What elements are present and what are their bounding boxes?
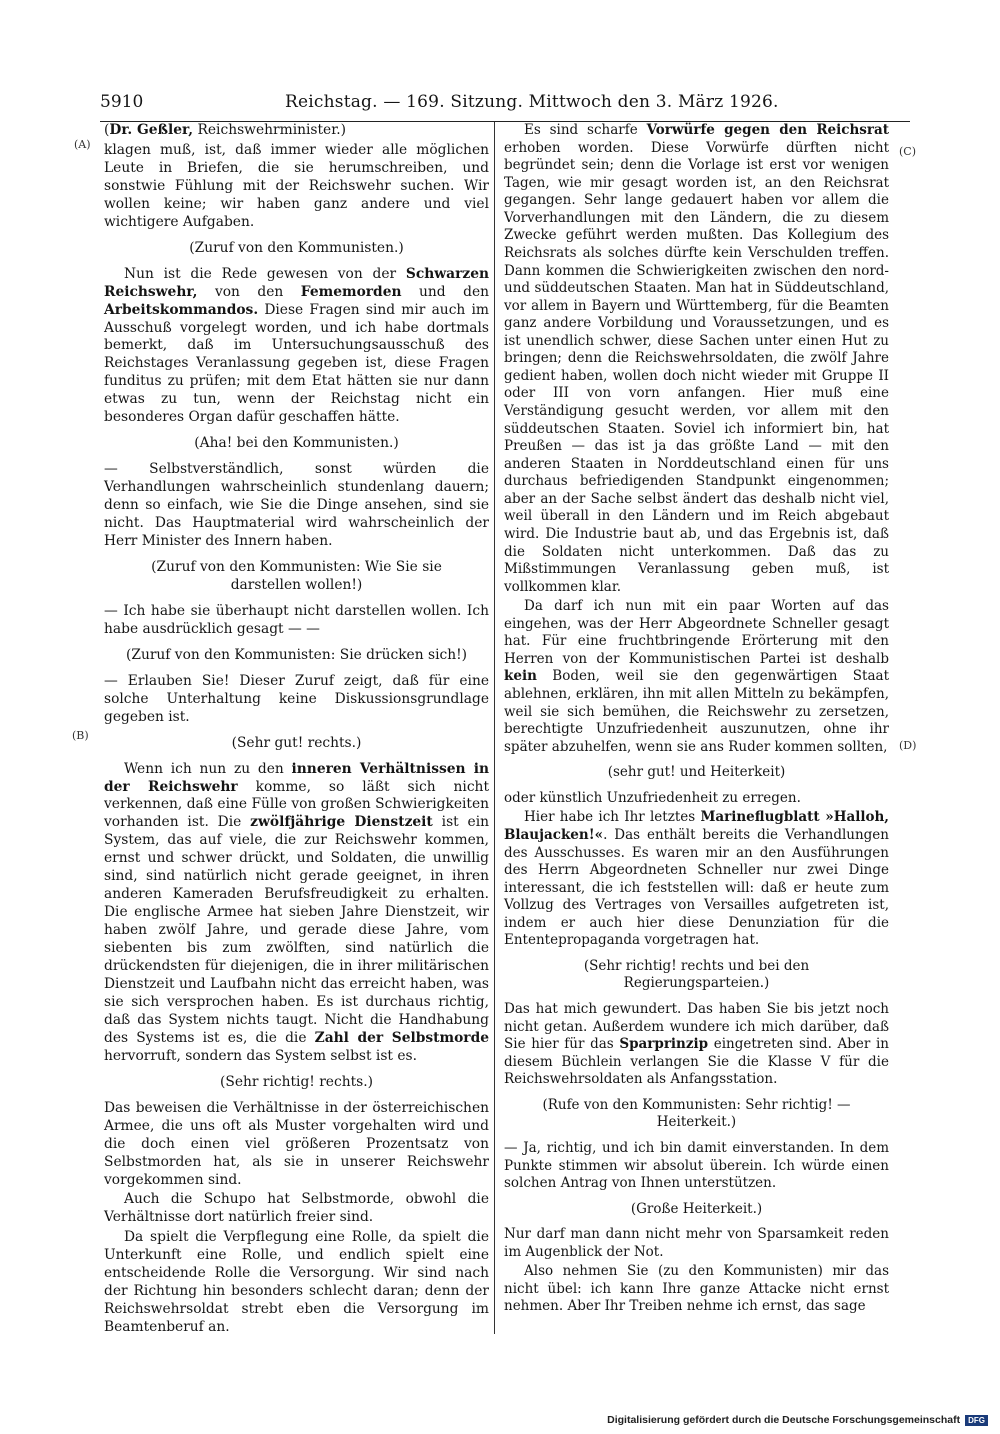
paragraph: — Selbstverständlich, sonst würden die Verhandlungen wahrscheinlich stundenlang dauern; denn so einfach, wie Sie die Dinge ansehen, sind sie nicht. Das Hauptmaterial wird wahrscheinlich der Herr Minister des Innern haben. (104, 461, 489, 550)
paragraph: Das hat mich gewundert. Das haben Sie bis jetzt noch nicht getan. Außerdem wundere ich mich darüber, daß Sie hier für das Sparprinzip eingetreten sind. Aber in diesem Büchlein verlangen Sie die Klasse V für die Reichswehrsoldaten als Anfangsstation. (504, 1001, 889, 1088)
interjection: (Große Heiterkeit.) (630, 1200, 763, 1217)
paragraph: Das beweisen die Verhältnisse in der österreichischen Armee, die uns oft als Muster vorgehalten wird und die doch einen viel größeren Prozentsatz von Selbstmorden hat, als sie in unserer Reichswehr vorgekommen sind. (104, 1099, 489, 1188)
emphasis: Vorwürfe gegen den Reichsrat (646, 122, 889, 138)
speaker-role: Reichswehrminister.) (197, 122, 347, 138)
interjection: (sehr gut! und Heiterkeit) (607, 764, 786, 781)
margin-marker-b: (B) (72, 729, 89, 742)
speaker-name: Dr. Geßler, (109, 122, 194, 138)
emphasis: zwölfjährige Dienstzeit (250, 814, 433, 831)
paragraph: oder künstlich Unzufriedenheit zu erregen. (504, 789, 801, 806)
paragraph: klagen muß, ist, daß immer wieder alle möglichen Leute in Briefen, die sie herumschreiben, und sonstwie Fühlung mit der Reichswehr suchen. Wir wollen keine; wir haben ganz andere und viel wichtigere Aufgaben. (104, 141, 489, 230)
page-header (100, 92, 910, 118)
emphasis: Schwarzen Reichswehr, (104, 265, 489, 300)
emphasis: kein (504, 668, 537, 685)
paragraph: Hier habe ich Ihr letztes Marineflugblatt »Halloh, Blaujacken!«. Das enthält bereits die Verhandlungen des Ausschusses. Es waren mir an den Ausführungen des Herrn Abgeordneten Schneller nur zwei Dinge interessant, die ich feststellen will: daß er heute zum Vollzug des Vertrages von Versailles aufgetreten ist, indem er auch hier diese Denunziation für die Ententepropaganda vorgetragen hat. (504, 809, 890, 949)
paragraph: Auch die Schupo hat Selbstmorde, obwohl die Verhältnisse dort natürlich freier sind. (104, 1191, 489, 1226)
emphasis: Marineflugblatt »Halloh, Blaujacken!« (504, 809, 890, 843)
emphasis: Sparprinzip (619, 1036, 709, 1053)
emphasis: Arbeitskommandos. (104, 301, 259, 318)
interjection: (Sehr richtig! rechts und bei den Regierungsparteien.) (583, 957, 810, 992)
page-number: 5910 (100, 92, 144, 112)
margin-marker-c: (C) (899, 145, 916, 158)
digitization-credit (607, 1414, 988, 1426)
speaker-line: (Dr. Geßler, Reichswehrminister.) (104, 122, 347, 138)
margin-marker-a: (A) (74, 138, 91, 151)
paragraph: Da spielt die Verpflegung eine Rolle, da spielt die Unterkunft eine Rolle, und endlich spielt eine entscheidende Rolle die Versorgung. Wir sind nach der Richtung hin besonders schlecht daran; denn der Reichswehrsoldat strebt eben die Versorgung im Beamtenberuf an. (104, 1229, 489, 1336)
paragraph: — Ich habe sie überhaupt nicht darstellen wollen. Ich habe ausdrücklich gesagt — — (104, 602, 489, 637)
dfg-logo: DFG (965, 1415, 988, 1426)
paragraph: Da darf ich nun mit ein paar Worten auf das eingehen, was der Herr Abgeordnete Schneller gesagt hat. Für eine fruchtbringende Erörterung mit den Herren von der Kommunistischen Partei ist deshalb kein Boden, weil sie den gegenwärtigen Staat ablehnen, erklären, ihn mit allen Mitteln zu bekämpfen, weil sie sich bemühen, die Reichswehr zu zersetzen, berechtigte Unzufriedenheit auszunutzen, ohne ihr später abzuhelfen, wenn sie ans Ruder kommen sollten, (504, 598, 889, 755)
interjection: (Sehr richtig! rechts.) (220, 1073, 373, 1090)
paragraph: Es sind scharfe Vorwürfe gegen den Reichsrat erhoben worden. Diese Vorwürfe dürften nicht begründet sein; denn die Vorlage ist erst vor wenigen Tagen, wie mir gesagt worden ist, an den Reichsrat gegangen. Sehr lange gedauert haben vor allem die Vorverhandlungen mit den Ländern, die zu diesem Zwecke geführt werden mußten. Das Kollegium des Reichsrats als solches dürfte kein Verschulden treffen. Dann kommen die Schwierigkeiten zwischen den nord- und süddeutschen Staaten. Man hat in Süddeutschland, vor allem in Bayern und Württemberg, für die Beamten ganz andere Vorbildung und Voraussetzungen, und es ist unendlich schwer, diese Sachen unter einen Hut zu bringen; denn die Reichswehrsoldaten, die zwölf Jahre gedient haben, wollen doch nicht wieder mit Gruppe II oder III von vorn anfangen. Hier muß eine Verständigung gesucht werden, vor allem mit den süddeutschen Staaten. Soviel ich informiert bin, hat Preußen — das ist ja das größte Land — mit den anderen Staaten in Norddeutschland einen für uns durchaus befriedigenden Standpunkt eingenommen; aber an der Sache selbst ändert das deshalb nicht viel, weil überall in den Ländern und im Reich abgebaut wird. Die Industrie baut ab, und das Ergebnis ist, daß die Soldaten nicht unterkommen. Daß das zu Mißstimmungen Veranlassung geben muß, ist vollkommen klar. (504, 122, 889, 595)
right-column (504, 122, 889, 1337)
interjection: (Aha! bei den Kommunisten.) (194, 435, 399, 452)
paragraph: Also nehmen Sie (zu den Kommunisten) mir das nicht übel: ich kann Ihre ganze Attacke nicht ernst nehmen. Aber Ihr Treiben nehme ich ernst, das sage (504, 1263, 889, 1315)
paragraph: — Ja, richtig, und ich bin damit einverstanden. In dem Punkte stimmen wir absolut überein. Ich würde einen solchen Antrag von Ihnen unterstützen. (504, 1139, 889, 1192)
interjection: (Rufe von den Kommunisten: Sehr richtig! — Heiterkeit.) (542, 1096, 851, 1131)
paragraph: Nur darf man dann nicht mehr von Sparsamkeit reden im Augenblick der Not. (504, 1226, 889, 1260)
interjection: (Zuruf von den Kommunisten: Wie Sie sie darstellen wollen!) (151, 558, 442, 593)
credit-text: Digitalisierung gefördert durch die Deutsche Forschungsgemeinschaft (607, 1414, 961, 1426)
interjection: (Zuruf von den Kommunisten: Sie drücken sich!) (125, 646, 468, 663)
paragraph: Wenn ich nun zu den inneren Verhältnissen in der Reichswehr komme, so läßt sich nicht verkennen, daß eine Fülle von großen Schwierigkeiten vorhanden ist. Die zwölfjährige Dienstzeit ist ein System, das auf viele, die zur Reichswehr kommen, ernst und schwer drückt, und Soldaten, die unwillig sind, sind natürlich nicht gerade geeignet, in ihren anderen Kameraden Berufsfreudigkeit zu erhalten. Die englische Armee hat sieben Jahre Dienstzeit, wir haben zwölf Jahre, und gerade diese Jahre, vom siebenten bis zum zwölften, sind natürlich die drückendsten für diejenigen, die in ihrer militärischen Dienstzeit und Laufbahn nicht das erreicht haben, was sie sich versprochen haben. Es ist durchaus richtig, daß das System nichts taugt. Nicht die Handhabung des Systems ist es, die die Zahl der Selbstmorde hervorruft, sondern das System selbst ist es. (104, 760, 489, 1064)
emphasis: inneren Verhältnissen in der Reichswehr (104, 760, 489, 795)
column-divider (494, 122, 495, 1334)
emphasis: Fememorden (300, 283, 402, 300)
paragraph: — Erlauben Sie! Dieser Zuruf zeigt, daß für eine solche Unterhaltung keine Diskussionsgrundlage gegeben ist. (104, 672, 489, 725)
running-title: Reichstag. — 169. Sitzung. Mittwoch den 3. März 1926. (285, 92, 779, 112)
left-column (104, 122, 489, 1337)
emphasis: Zahl der Selbstmorde (314, 1029, 489, 1046)
interjection: (Zuruf von den Kommunisten.) (189, 239, 404, 256)
paragraph: Nun ist die Rede gewesen von der Schwarzen Reichswehr, von den Fememorden und den Arbeitskommandos. Diese Fragen sind mir auch im Ausschuß vorgelegt worden, und ich habe dortmals bemerkt, daß im Untersuchungsausschuß des Reichstages Veranlassung gegeben ist, diese Fragen funditus zu prüfen; mit dem Etat hätten sie nur dann etwas zu tun, wenn der Reichstag nicht ein besonderes Organ dafür geschaffen hätte. (104, 265, 489, 426)
margin-marker-d: (D) (899, 739, 917, 752)
interjection: (Sehr gut! rechts.) (231, 734, 362, 751)
